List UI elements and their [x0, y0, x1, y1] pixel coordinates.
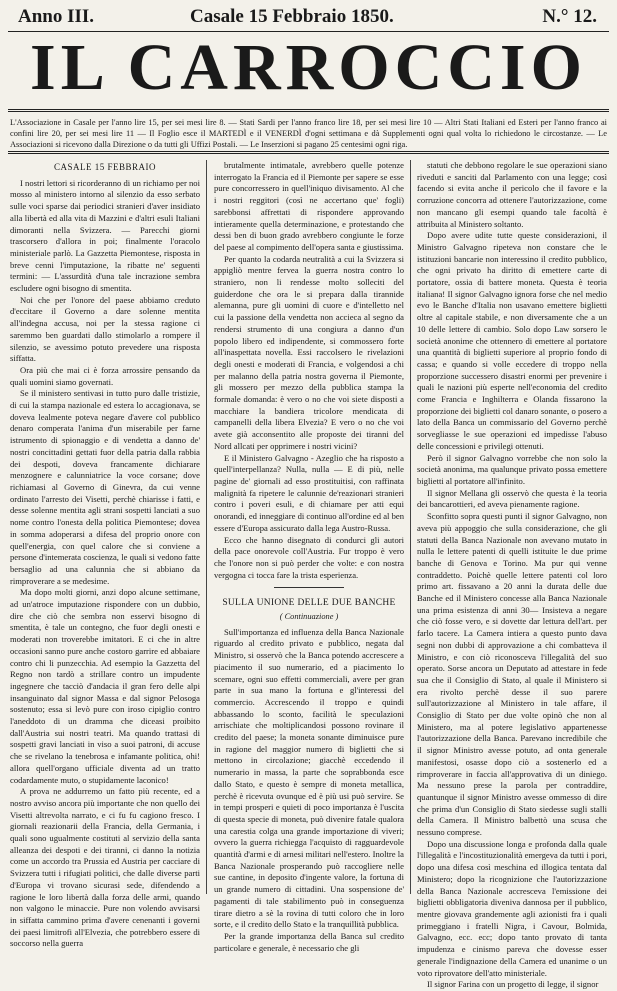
paragraph: A prova ne addurremo un fatto più recente, ed a nostro avviso ancora più importante che non quello dei Visetti altrevolta narrato, e ci fu fu cagiono fresco. I giornali reazionarii della Francia, della Germania, i quali sono ugualmente costituti al servizio della santa alleanza dei despoti e dei tiranni, ci danno la notizia come un accordo tra Prussia ed Austria per cacciare di Svizzera tutti i rifugiati politici, che dalle diverse parti d'Europa vi trovano sicurasi sede, difendendo a ragione le loro libertà dalla forza delle armi, quando non valgono le minaccie. Pure non volendo avvisarsi in siffatta cammino prima d'avere cenenanti i governi dei paesi limitrofi all'Elvezia, che potrebbero essere di soccorso nella guerra	[10, 786, 200, 949]
dateline-heading: CASALE 15 FEBBRAIO	[53, 162, 156, 172]
section-subtitle: ( Continuazione )	[279, 612, 339, 622]
newspaper-title: IL CARROCCIO	[30, 31, 587, 104]
title-rule	[8, 109, 609, 112]
column-divider	[410, 160, 411, 894]
year-label: Anno III.	[18, 6, 95, 27]
paragraph: Il signor Farina con un progetto di legge, il signor	[427, 979, 599, 990]
issue-number: N.° 12.	[542, 6, 597, 27]
paragraph: Sull'importanza ed influenza della Banca Nazionale riguardo al credito privato e pubblico, negata dal Ministro, si osservò che la Banca potendo accrescere a piacimento il suo numerario, ed a piacimento lo scemare, ogni suo effetti commerciali, avere per gran parte in sua mano la fortuna e gl'interessi del commercio. Accrescendo il troppo e quindi abbassando lo sconto, facilità le speculazioni arrischiate che moltiplicandosi possono rovinare il credito del paese; la moneta sonante diminuisce pure in ragione del maggior numero di biglietti che si mettono in circolazione; giacchè eccedendo il numerario in massa, la parte che soprabbonda esce dallo Stato, e questo è sempre di moneta metallica, perchè è ricevuta ovunque ed è più usi può servire. Se in tempi prosperi e quieti di poco importanza è l'uscita di questa specie di moneta, può divenire fatale qualora una carestia colga una grande importazione di viveri; ovvero la guerra richiegga l'acquisto di ragguardevole quantità d'armi e di arnesi militari nell'estero. Inoltre la Banca Nazionale prosperando può raccogliere nelle sue cantine, in deposito d'ingente valore, la fortuna di un grande numero di cittadini. Una sospensione de' pagamenti di tale stabilimento può in conseguenza tirare dietro a sè la rovina di tutti coloro che in loro sorte, e il credito dello Stato e la tranquillità pubblica.	[214, 626, 404, 930]
paragraph: Noi che per l'onore del paese abbiamo creduto d'eccitare il Governo a dare solenne mentita all'indegna accusa, noi per la stessa ragione ci saremmo ben guardati dallo stimolarlo a rompere il silenzio, se avessimo potuto prevedere una risposta siffatta.	[10, 294, 200, 364]
paragraph: E il Ministero Galvagno - Azeglio che ha risposto a quell'interpellanza? Nulla, nulla — E di più, nelle pagine de' giornali ad esso prostituitisi, con raffinata malignità fa ripetere le calunnie de'reazionari stranieri contro i poveri esuli, e di chiamare per atti equi onorandi, ed inneggiare di continuo all'ordine ed al ben essere d'Europa assicurato dalla lega Austro-Russa.	[214, 452, 404, 533]
column-1	[10, 160, 200, 949]
paragraph: Ecco che hanno disegnato di condurci gli autori della pace onorevole coll'Austria. Fur troppo è vero che l'onore non si può perder che volte: e con nostra vergogna ci tocca fare la trista esperienza.	[214, 534, 404, 580]
paragraph: Per la grande importanza della Banca sul credito particolare e generale, è necessario che gli	[214, 931, 404, 953]
masthead-top-line	[10, 6, 607, 30]
paragraph: Ora più che mai ci è forza arrossire pensando da quali uomini siamo governati.	[10, 364, 200, 387]
paragraph: Però il signor Galvagno vorrebbe che non solo la società anonima, ma qualunque privato possa emettere biglietti al portatore all'infinito.	[417, 452, 607, 486]
subscription-notice: L'Associazione in Casale per l'anno lire 15, per sei mesi lire 8. — Stati Sardi per l'anno franco lire 18, per sei mesi lire 10 — Altri Stati Italiani ed Esteri per l'anno franco ai confini lire 20, per sei mesi lire 11 — Il Foglio esce il MARTEDÌ e il VENERDÌ d'ogni settimana e dà Supplementi ogni qual volta lo richiedono le circostanze. — Le Associazioni si ricevono dalla Direzione o da tutti gli Uffizi Postali. — Le Inserzioni si pagano 25 centesimi ogni riga.	[10, 118, 607, 149]
paragraph: Ma dopo molti giorni, anzi dopo alcune settimane, ad un'atroce imputazione rispondere con un dubbio, dire che ciò che sembra non esservi bisogno di smentita, è tale un contegno, che fuor degli onesti e moderati non troverebbe imitatori. E ci che in altre occasioni sanno pure anche costoro garrire ed abbaiare contro chi li punzecchia. Ad esempio la Gazzetta del Regno non tardò a strillare contro un impudente ingegnere che tacciò d'andacia il gran fero delle alpi insanguinato dal signor Massa e dal signor Pelosoga sostenuto; essa si levò pure con iroso cipiglio contro l'aneddoto di un dramma che diceasi proibito dall'Austria sui nostri teatri. Ma quando trattasi di sospetti gravi lanciati in viso a suoi patroni, di accuse che se rivelano la tenebrosa e infamante politica, ohi! allora quell'organo ufficiale diventa ad un tratto codardamente muto, o stupidamente laconico!	[10, 587, 200, 785]
paragraph: Per quanto la codarda neutralità a cui la Svizzera si appigliò mentre fervea la guerra nostra contro lo straniero, non li rendesse molto solleciti del guiderdone che ora le si prepara dalla tirannide alemanna, pure gli uomini di cuore e d'intelletto nel cui la passione della vendetta non accieca al segno da rendersi strumento di una congiura a danno d'un popolo libero ed indipendente, si commossero forte all'inaspettata novella. Essi raccolsero le rivelazioni degli onesti e moderati di Francia, e volgendosi a chi per malanno della patria nostra governa il Piemonte, gli mossero per mezzo della pubblica stampa la formale domanda: è vero o no che voi siete disposti a macchiare la bandiera tricolore mendicata di campanelli della libera Elvezia? E vero o no che voi avete già acconsentito alle proposte dei tiranni del Nord allcati per opprimere i nostri vicini?	[214, 253, 404, 451]
paragraph: I nostri lettori si ricorderanno di un richiamo per noi mosso al ministero intorno al silenzio da esso serbato sulle voci sparse dai periodici stranieri d'aver insidiato alla libertà ed alla vita di Mazzini e d'altri esuli Italiani dimoranti nella Svizzera. — Parecchi giorni trascorsero d'allora in poi; finalmente l'oracolo ministeriale parlò. La Gazzetta Piemontese, risposta in breve cenni l'imputazione, la ribatte ne' seguenti termini: — L'assurdità d'una tale incrazione sembra escludere ogni bisogno di smentita.	[10, 177, 200, 294]
date-label: Casale 15 Febbraio 1850.	[190, 6, 394, 27]
paragraph: Se il ministero sentivasi in tutto puro dalle tristizie, di cui la stampa nazionale ed estera lo accagionava, se doveva lealmente poteva negare d'avere col pubblico denaro comperata l'anima d'un miserabile per farne istrumento di spionaggio e di vendetta a danno de' nostri concittadini gettati fuor della patria dalla rabbia dei despoti, doveva francamente dichiarare menzognere e calunniatrice la voce corsane; dove richiamasi al Governo di Ginevra, da cui venne ordinato l'arresto dei Visetti, perchè chiarisse i fatti, e desse solenne mentita agli strani sospetti lanciati a suo nome contro l'onesta della politica Piemontese; dovea in somma adoperarsi a difesa del proprio onore con quell'energia, con quel calore che si conviene a persone d'intemerata coscienza, le quali si vedono fatte bersaglio ad una calunnia che si abbiano da rimproverare a se medesime.	[10, 388, 200, 586]
paragraph: Sconfitto sopra questi punti il signor Galvagno, non aveva più appoggio che sulla considerazione, che gli statuti della Banca Nazionale non avevano mutato in nulla le lettere patenti di quelli istituite le due prime banche di Genova e Torino. Ma pur qui venne contraddetto. Poichè quelle lettere patenti col loro primo art. fissavano a 20 anni la durata delle due Banche ed il Ministero concesse alla Banca Nazionale una prima esistenza di anni 30— Insisteva a negare che ciò fosse vero, e si dovette dar lettura dell'art. per farlo tacere. La Camera intiera a questo punto dava segni non dubbi di approvazione a chi combatteva il Ministro, e con ciò riconosceva l'illegalità del suo operato. Sorse ancora un Deputato ad attestare in fede sua che il Consiglio di Stato, al quale il Ministero si era rivolto perchè desse il suo parere sull'autorizzazione al Ministero in tale affare, il Consiglio di Stato per due volte opinò che non al Ministero, ma al potere legislativo appartenesse l'autorizzazione della Banca. Parevano incredibile che il signor Ministro avesse potuto, ad onta generale manifestosi, osasse dopo ciò a sostenerlo ed a rimproverare in faccia all'approvativa di un diniego. Ma nessuno prese la parola per contraddire, quantunque il signor Ministro avesse ommesso di dire che prima d'un Consiglio di Stato siedesse sugli stalli della Camera. Il Ministro balbettò una scusa che nessuno comprese.	[417, 511, 607, 838]
subs-rule	[8, 151, 609, 154]
paragraph: brutalmente intimatale, avrebbero quelle potenze interrogato la Francia ed il Piemonte per sapere se esse pure concorressero in quell'iniquo divisamento. Al che i nostri reggitori (così ne accertano que' fogli) sarebbonsi affrettati di rispondere approvando intieramente quella determinazione, e protestando che dessi ben di buon grado avrebbero congiunte le forze del paese al compimento dell'opera santa e giustissima.	[214, 160, 404, 252]
section-title: SULLA UNIONE DELLE DUE BANCHE	[222, 598, 396, 609]
paragraph: Dopo avere udite tutte queste considerazioni, il Ministro Galvagno ripeteva non constare che le istituzioni bancarie non interessino il credito pubblico, che ogni privato ha diritto di emettere carte di portatore, ossia di battere moneta. Questa è teoria italiana! Il signor Galvagno ignora forse che nel medio evo le Banche d'Italia non usavano emettere biglietti oltre al capitale stabile, e non diversamente che a un 10 delle lettere di cambio. Solo dopo Law sorsero le società anonime che ottennero di emettere al portatore una quantità di biglietti superiore al proprio fondo di cassa; e quando si volle eccedere di troppo nella proporzione successero disastri enormi per prevenire i quali le nazioni più esperte nell'economia del credito come Francia e Inghilterra e Olanda fissarono la proporzione dei biglietti col danaro sonante, o posero a lato della Banca un commissario del Governo perchè sorvegliasse le sue operazioni ed impedisse l'abuso delle concessioni e privilegi ottenuti.	[417, 230, 607, 451]
column-divider	[206, 160, 207, 894]
paragraph: Il signor Mellana gli osservò che questa è la teoria dei bancarottieri, ed aveva pienamente ragione.	[417, 487, 607, 510]
section-separator	[274, 587, 344, 588]
column-3	[417, 160, 607, 990]
column-2	[214, 160, 404, 953]
paragraph: statuti che debbono regolare le sue operazioni siano riveduti e sanciti dal Parlamento con una legge; così facendo si evita anche il pericolo che il favore e la corruzione concorra ad ottenere l'autorizzazione, come non mancano gli esempi quando tale facoltà è attribuita al Ministero soltanto.	[417, 160, 607, 229]
paragraph: Dopo una discussione longa e profonda dalla quale l'illegalità e l'incostituzionalità emergeva da tutti i pori, dopo una difesa così meschina ed illogica tentata dal Ministero; dopo la ricognizione che l'autorizzazione della Banca Nazionale accresceva l'emissione dei biglietti obbligatoria diveniva dannosa per il pubblico, mentre giovava grandemente agli azionisti fra i quali primeggiano i fratelli Nigra, i Cavour, Bolmida, Galvagno, ecc. ecc; dopo tanto provato di tanta impudenza e cinismo pareva che dovesse esser generale l'indignazione della Camera ed unanime o un voto riprovatore dell'atto ministeriale.	[417, 838, 607, 978]
